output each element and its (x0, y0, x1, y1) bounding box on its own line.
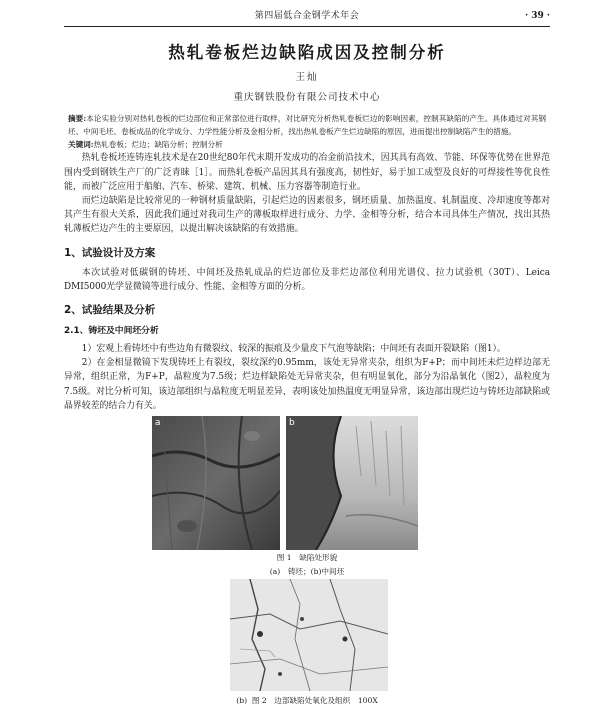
subsection-heading: 2.1、铸坯及中间坯分析 (64, 326, 159, 337)
figure-1b-image (286, 416, 418, 550)
page (0, 6, 600, 716)
author: 王灿 (295, 72, 319, 83)
figure-2-caption: 图 2 边部缺陷处氧化及组织 100X (251, 696, 378, 706)
paper-title: 热轧卷板烂边缺陷成因及控制分析 (168, 43, 446, 62)
section-heading: 2、试验结果及分析 (64, 304, 156, 317)
section-heading: 1、试验设计及方案 (64, 246, 156, 259)
abstract (64, 112, 550, 138)
figure-panel-label: b (289, 418, 295, 429)
page-number: · 39 · (524, 11, 550, 21)
figure-1-caption: 图 1 缺陷处形貌 (276, 553, 338, 563)
intro-paragraph: 热轧卷板坯连铸连轧技术是在20世纪80年代末期开发成功的冶金前沿技术，因其具有高效、节能、环保等优势在世界范围内受到钢铁生产厂的广泛青睐［1］。而热轧卷板产品因其具有强度高，韧性好，易于加工成型及良好的可焊接性等优良性能，而被广泛应用于船舶、汽车、桥梁、建筑、机械、压力容器等制造行业。 (64, 153, 550, 192)
figure-2-micrograph (230, 579, 388, 691)
keywords-text: 热轧卷板；烂边；缺陷分析；控制分析 (93, 140, 223, 150)
affiliation: 重庆钢铁股份有限公司技术中心 (233, 92, 381, 103)
figure-1a-image (152, 416, 280, 550)
figure-2 (64, 579, 550, 691)
result-item: 2）在金相显微镜下发现铸坯上有裂纹，裂纹深约0.95mm，该处无异常夹杂，组织为F+P；而中间坯未烂边样边部无异常，组织正常，为F+P，晶粒度为7.5级；烂边样缺陷处无异常夹杂，但有明显氧化，部分为沿晶氧化（图2），晶粒度为7.5级。对比分析可知，该边部组织与晶粒度无明显差异，表明该处加热温度无明显异常，该边部出现烂边与铸坯边部缺陷或晶界较差的结合力有关。 (64, 358, 550, 411)
abstract-label: 摘要: (68, 114, 87, 123)
journal-name: 第四届低合金钢学术年会 (254, 11, 360, 21)
figure-2-caption-row (64, 695, 550, 706)
keywords (64, 138, 550, 151)
figure-1 (64, 416, 550, 566)
figure-2-prefix: (b) (236, 696, 248, 706)
running-header (64, 6, 550, 27)
figure-1-subcaption: (a) 铸坯；(b)中间坯 (269, 567, 345, 577)
keywords-label: 关键词: (68, 140, 94, 150)
section1-text: 本次试验对低碳钢的铸坯、中间坯及热轧成品的烂边部位及非烂边部位利用光谱仪、拉力试验机（30T）、Leica DMI5000光学显微镜等进行成分、性能、金相等方面的分析。 (64, 267, 550, 292)
intro-paragraph: 而烂边缺陷是比较常见的一种钢材质量缺陷，引起烂边的因素很多，钢坯质量、加热温度、轧制温度、冷却速度等都对其产生有很大关系，因此我们通过对我司生产的薄板取样进行成分、力学、金相等分析，结合本司具体生产情况，找出其热轧薄板烂边产生的主要原因，以提出解决该缺陷的有效措施。 (64, 196, 550, 235)
figure-panel-label: a (155, 418, 161, 429)
result-item: 1）宏观上看铸坯中有些边角有微裂纹、较深的振痕及少量皮下气泡等缺陷；中间坯有表面开裂缺陷（图1）。 (81, 344, 506, 355)
abstract-text: 本论实验分别对热轧卷板的烂边部位和正常部位进行取样，对比研究分析热轧卷板烂边的影响因素，控制其缺陷的产生。具体通过对其钢坯、中间毛坯、卷板成品的化学成分、力学性能分析及金相分析，找出热轧卷板产生烂边缺陷的原因，进而提出控制缺陷产生的措施。 (68, 114, 546, 137)
